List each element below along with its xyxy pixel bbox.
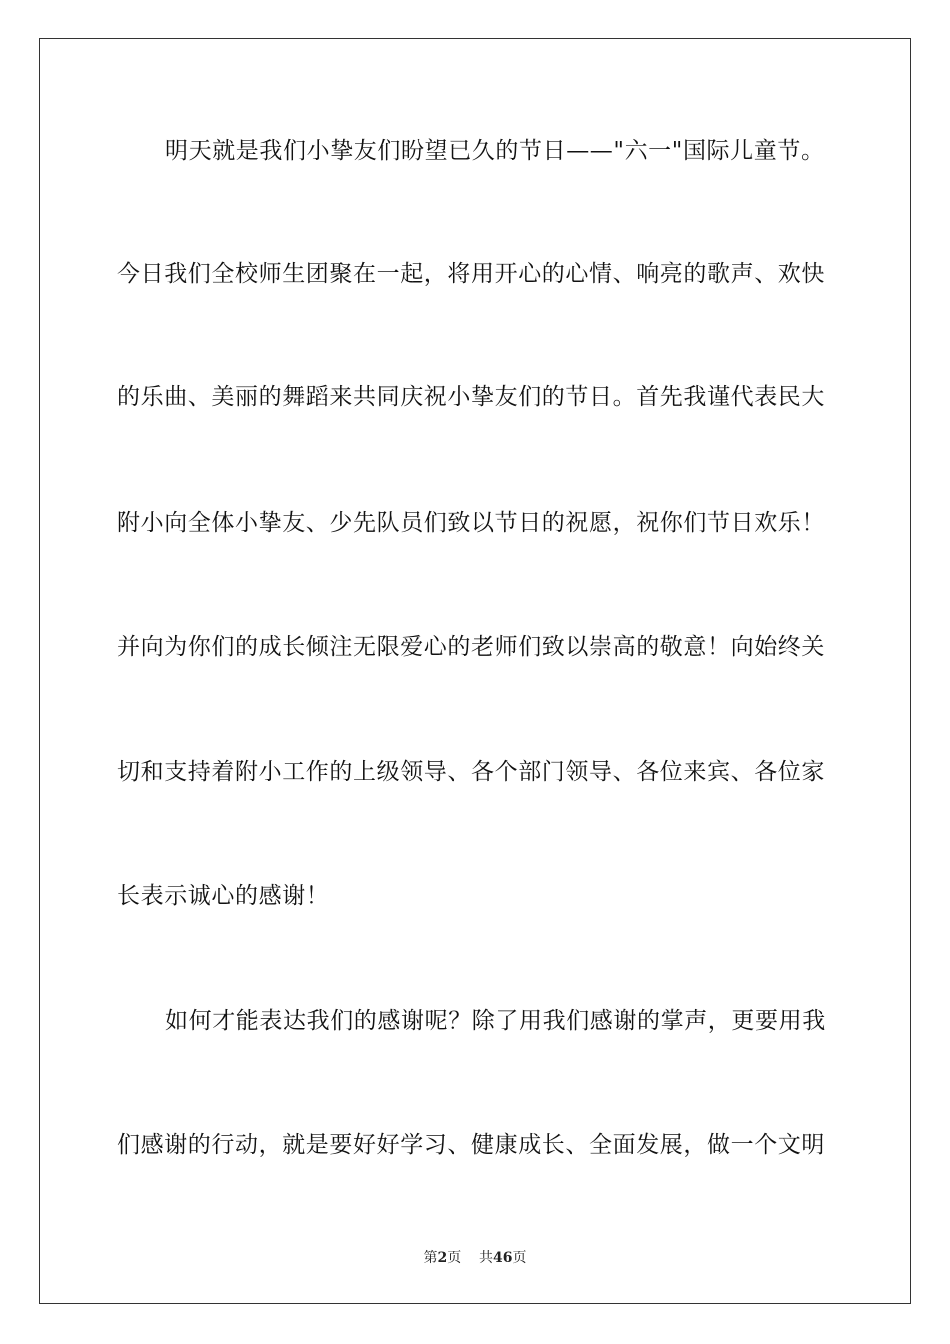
page-suffix: 页 (447, 1250, 462, 1266)
paragraph-line: 并向为你们的成长倾注无限爱心的老师们致以崇高的敬意！向始终关 (117, 634, 825, 660)
paragraph-line: 明天就是我们小挚友们盼望已久的节日——"六一"国际儿童节。 (165, 138, 825, 164)
total-suffix: 页 (512, 1250, 527, 1266)
page-number: 2 (437, 1250, 448, 1266)
paragraph-line: 切和支持着附小工作的上级领导、各个部门领导、各位来宾、各位家 (117, 759, 825, 785)
page-footer (0, 1247, 950, 1267)
paragraph-line: 的乐曲、美丽的舞蹈来共同庆祝小挚友们的节日。首先我谨代表民大 (117, 384, 825, 410)
page-prefix: 第 (423, 1250, 438, 1266)
page-border (39, 38, 911, 1304)
paragraph-line: 如何才能表达我们的感谢呢？除了用我们感谢的掌声，更要用我 (165, 1008, 826, 1034)
total-pages: 46 (493, 1250, 513, 1266)
paragraph-line: 们感谢的行动，就是要好好学习、健康成长、全面发展，做一个文明 (117, 1132, 825, 1158)
paragraph-line: 今日我们全校师生团聚在一起，将用开心的心情、响亮的歌声、欢快 (117, 261, 825, 287)
total-prefix: 共 (479, 1250, 494, 1266)
paragraph-line: 附小向全体小挚友、少先队员们致以节日的祝愿，祝你们节日欢乐！ (117, 510, 825, 536)
paragraph-line: 长表示诚心的感谢！ (117, 883, 330, 909)
